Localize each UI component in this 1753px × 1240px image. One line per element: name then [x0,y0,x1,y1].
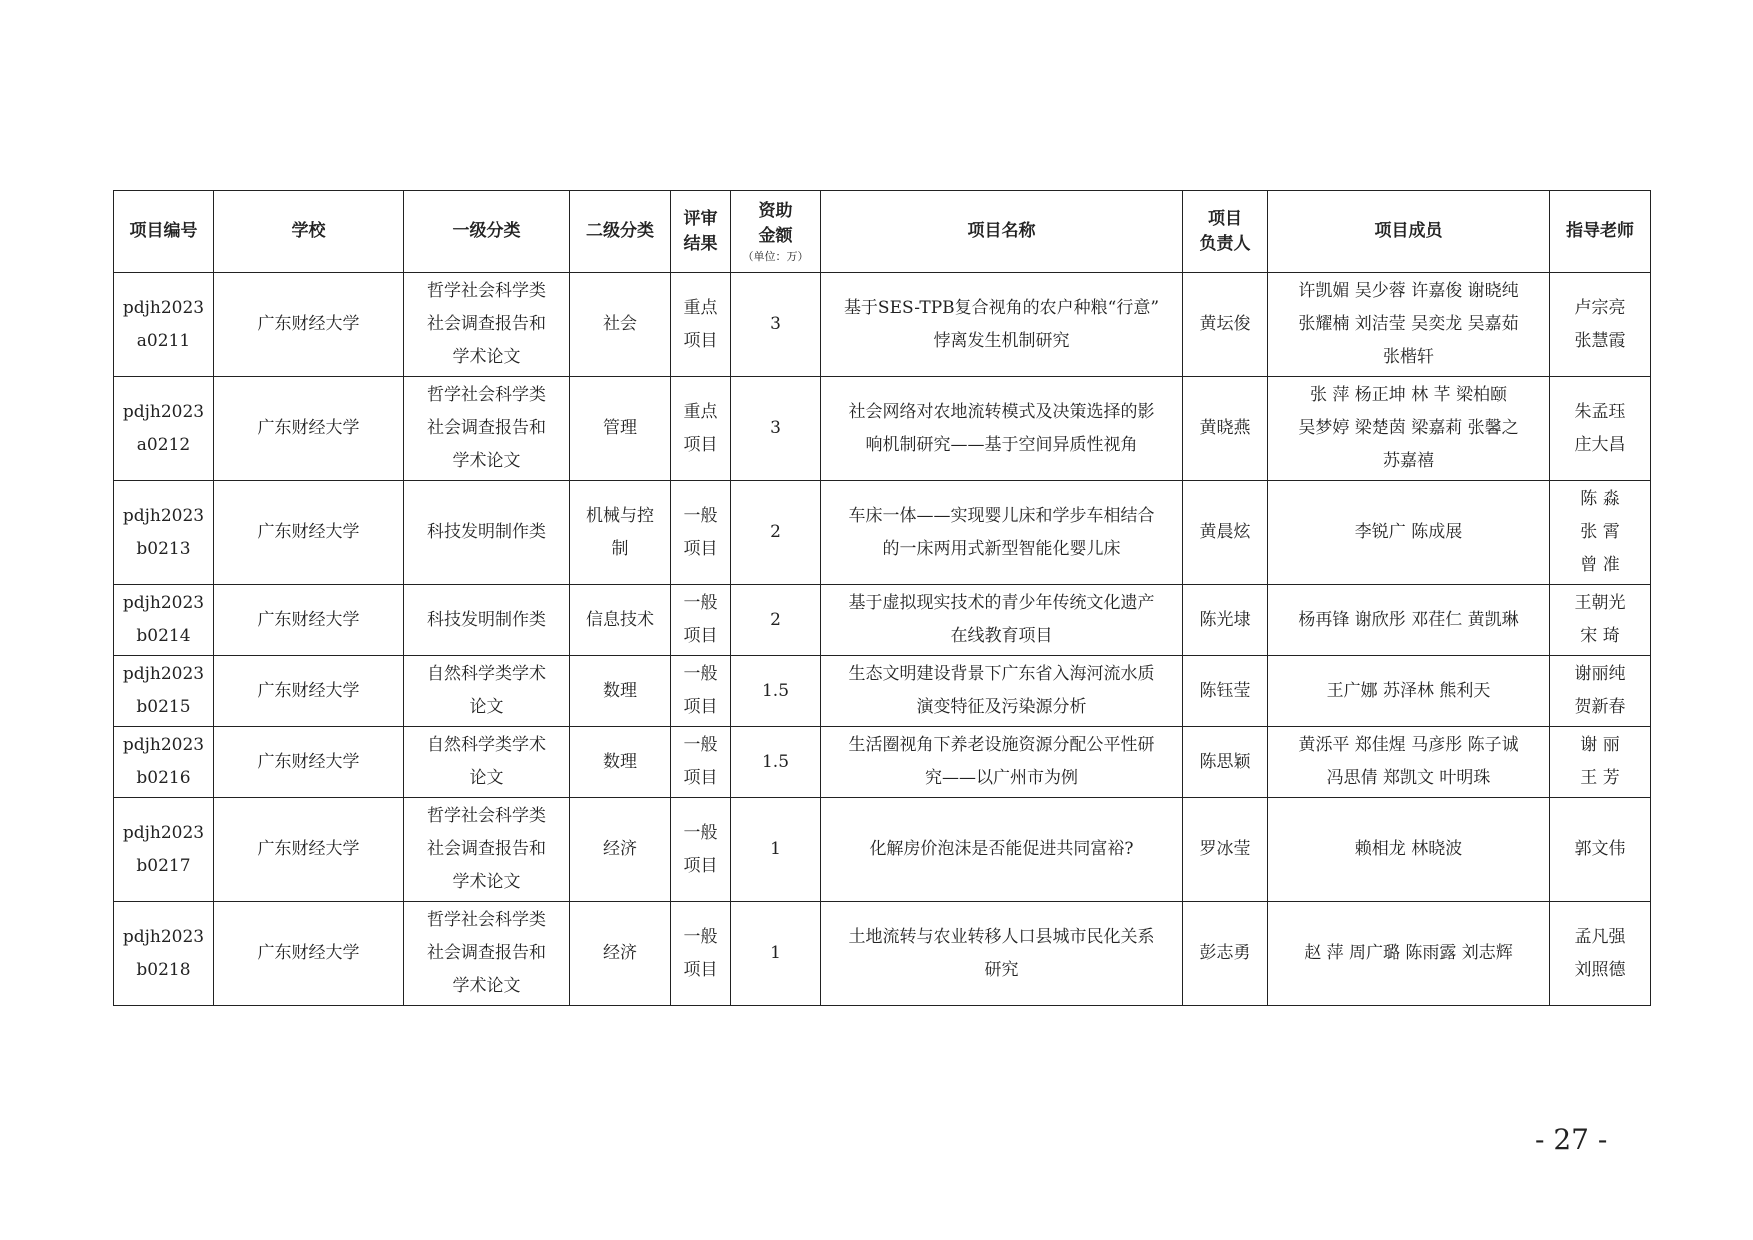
page-number: - 27 - [1535,1123,1608,1156]
cell-school: 广东财经大学 [214,481,404,585]
project-table [113,190,1651,1006]
cell-level1-line: 论文 [469,697,504,717]
cell-level1 [404,377,570,481]
cell-advisor [1550,656,1651,727]
cell-level1-line: 自然科学类学术 [427,735,546,755]
cell-leader: 罗冰莹 [1183,798,1268,902]
cell-code-line: b0217 [136,855,191,876]
cell-school: 广东财经大学 [214,656,404,727]
table-row [114,656,1651,727]
cell-advisor-line: 卢宗亮 [1574,297,1626,318]
cell-leader: 黄晓燕 [1183,377,1268,481]
cell-code-line: pdjh2023 [122,401,205,422]
cell-level1-line: 哲学社会科学类 [427,385,546,405]
cell-level2 [570,727,671,798]
cell-result [671,273,731,377]
cell-advisor [1550,481,1651,585]
cell-amount: 3 [731,377,821,481]
cell-name-line: 研究 [984,959,1019,980]
cell-result-line: 一般 [683,505,718,526]
cell-level1-line: 科技发明制作类 [427,609,546,630]
cell-name-line: 车床一体——实现婴儿床和学步车相结合 [848,505,1155,526]
cell-name-line: 生态文明建设背景下广东省入海河流水质 [848,664,1155,684]
cell-advisor-line: 陈 淼 [1580,489,1620,509]
cell-advisor [1550,273,1651,377]
cell-level1 [404,273,570,377]
header-members: 项目成员 [1268,191,1550,273]
cell-code [114,481,214,585]
cell-level1-line: 学术论文 [452,451,521,471]
header-amount-line1: 资助 [758,200,793,221]
cell-level1 [404,656,570,727]
cell-result-line: 一般 [683,926,718,947]
cell-name-line: 响机制研究——基于空间异质性视角 [865,434,1138,455]
cell-level2-line: 经济 [603,943,637,963]
cell-members [1268,902,1550,1006]
cell-code-line: pdjh2023 [122,822,205,843]
cell-advisor [1550,727,1651,798]
cell-school: 广东财经大学 [214,273,404,377]
cell-level2 [570,585,671,656]
cell-level1-line: 自然科学类学术 [427,664,546,684]
cell-code-line: a0211 [136,330,191,351]
table-row [114,798,1651,902]
cell-advisor-line: 庄大昌 [1574,434,1626,455]
cell-result-line: 一般 [683,735,718,755]
cell-code [114,798,214,902]
cell-name [821,798,1183,902]
header-name: 项目名称 [821,191,1183,273]
cell-name-line: 在线教育项目 [950,626,1053,646]
cell-name-line: 演变特征及污染源分析 [916,697,1087,717]
table-row [114,727,1651,798]
cell-school: 广东财经大学 [214,902,404,1006]
cell-level2 [570,656,671,727]
cell-amount: 1 [731,902,821,1006]
cell-code-line: pdjh2023 [122,505,205,526]
header-level1: 一级分类 [404,191,570,273]
cell-advisor-line: 谢 丽 [1580,735,1620,755]
cell-result-line: 项目 [683,855,718,876]
cell-result [671,585,731,656]
cell-result [671,656,731,727]
cell-code [114,377,214,481]
cell-advisor-line: 郭文伟 [1574,839,1626,859]
header-result [671,191,731,273]
cell-advisor-line: 贺新春 [1574,697,1626,717]
cell-name [821,902,1183,1006]
cell-school: 广东财经大学 [214,727,404,798]
cell-level2 [570,798,671,902]
cell-result-line: 项目 [683,768,718,788]
cell-code [114,273,214,377]
cell-members-line: 冯思倩 郑凯文 叶明珠 [1326,768,1491,788]
cell-level1-line: 哲学社会科学类 [427,910,546,930]
cell-advisor-line: 孟凡强 [1574,926,1626,947]
cell-level2-line: 信息技术 [586,609,654,630]
cell-members [1268,798,1550,902]
cell-members-line: 许凯媚 吴少蓉 许嘉俊 谢晓纯 [1298,281,1519,301]
header-advisor: 指导老师 [1550,191,1651,273]
cell-members-line: 赵 萍 周广璐 陈雨露 刘志辉 [1304,943,1513,963]
header-leader-line2: 负责人 [1199,233,1251,254]
cell-leader: 陈光埭 [1183,585,1268,656]
cell-amount: 3 [731,273,821,377]
cell-level1 [404,585,570,656]
cell-level1-line: 论文 [469,768,504,788]
cell-code [114,656,214,727]
cell-amount: 1 [731,798,821,902]
cell-advisor-line: 刘照德 [1574,959,1626,980]
cell-code-line: pdjh2023 [122,735,205,755]
cell-code-line: b0216 [136,768,191,788]
cell-members-line: 吴梦婷 梁楚茵 梁嘉莉 张馨之 [1298,418,1519,438]
cell-advisor-line: 王朝光 [1574,593,1626,613]
header-amount [731,191,821,273]
cell-result [671,902,731,1006]
table-row [114,377,1651,481]
cell-name-line: 悖离发生机制研究 [933,330,1070,351]
cell-members [1268,377,1550,481]
cell-members-line: 李锐广 陈成展 [1354,522,1463,542]
cell-leader: 陈思颖 [1183,727,1268,798]
cell-level2 [570,377,671,481]
cell-result-line: 项目 [683,959,718,980]
cell-amount: 2 [731,481,821,585]
cell-level1-line: 科技发明制作类 [427,522,546,542]
cell-advisor [1550,377,1651,481]
cell-level1-line: 社会调查报告和 [427,839,546,859]
cell-name [821,656,1183,727]
cell-code [114,585,214,656]
cell-members [1268,585,1550,656]
cell-code [114,727,214,798]
cell-level1 [404,727,570,798]
cell-result-line: 项目 [683,626,718,646]
table-row [114,273,1651,377]
cell-result-line: 项目 [683,538,718,559]
header-result-line2: 结果 [683,233,718,254]
cell-code-line: pdjh2023 [122,297,205,318]
cell-advisor-line: 朱孟珏 [1574,401,1626,422]
cell-advisor-line: 张慧霞 [1574,330,1626,351]
header-amount-line2: 金额 [758,225,793,246]
cell-advisor-line: 张 霄 [1580,522,1620,542]
cell-name [821,585,1183,656]
cell-level1-line: 学术论文 [452,347,521,367]
cell-name-line: 究——以广州市为例 [925,768,1078,788]
header-level2: 二级分类 [570,191,671,273]
cell-level2 [570,902,671,1006]
header-code: 项目编号 [114,191,214,273]
cell-leader: 黄坛俊 [1183,273,1268,377]
cell-name [821,377,1183,481]
cell-school: 广东财经大学 [214,377,404,481]
cell-advisor [1550,798,1651,902]
header-school: 学校 [214,191,404,273]
cell-advisor-line: 宋 琦 [1580,626,1620,646]
cell-level1-line: 学术论文 [452,872,521,892]
cell-advisor-line: 曾 准 [1580,555,1620,575]
cell-level1-line: 哲学社会科学类 [427,281,546,301]
cell-name-line: 基于虚拟现实技术的青少年传统文化遗产 [848,593,1155,613]
cell-level2-line: 制 [611,538,629,559]
cell-advisor [1550,902,1651,1006]
cell-code-line: pdjh2023 [122,664,205,684]
cell-level1 [404,481,570,585]
cell-code-line: pdjh2023 [122,593,205,613]
cell-level2-line: 数理 [603,751,637,772]
cell-members [1268,273,1550,377]
cell-school: 广东财经大学 [214,798,404,902]
cell-result [671,798,731,902]
cell-name-line: 生活圈视角下养老设施资源分配公平性研 [848,735,1155,755]
cell-code [114,902,214,1006]
cell-members-line: 张耀楠 刘洁莹 吴奕龙 吴嘉茹 [1298,314,1519,334]
cell-code-line: b0213 [136,538,191,559]
cell-level1-line: 社会调查报告和 [427,943,546,963]
cell-level1-line: 哲学社会科学类 [427,806,546,826]
cell-level2-line: 社会 [603,314,637,334]
table-row [114,585,1651,656]
cell-name-line: 社会网络对农地流转模式及决策选择的影 [848,401,1155,422]
header-leader [1183,191,1268,273]
cell-leader: 彭志勇 [1183,902,1268,1006]
cell-level2-line: 机械与控 [586,505,654,526]
cell-members-line: 张楷轩 [1383,347,1434,367]
cell-amount: 1.5 [731,727,821,798]
cell-level1-line: 学术论文 [452,976,521,996]
cell-level2-line: 管理 [603,418,637,438]
cell-amount: 2 [731,585,821,656]
cell-leader: 黄晨炫 [1183,481,1268,585]
cell-school: 广东财经大学 [214,585,404,656]
cell-members-line: 赖相龙 林晓波 [1354,839,1463,859]
cell-result [671,481,731,585]
cell-level2-line: 数理 [603,680,637,701]
cell-members-line: 张 萍 杨正坤 林 芊 梁柏颐 [1309,385,1508,405]
cell-code-line: b0218 [136,959,191,980]
cell-members [1268,656,1550,727]
cell-result-line: 一般 [683,664,718,684]
cell-name [821,273,1183,377]
cell-result-line: 项目 [683,330,718,351]
cell-result [671,377,731,481]
cell-level1-line: 社会调查报告和 [427,418,546,438]
cell-members-line: 黄泺平 郑佳煋 马彦彤 陈子诚 [1298,735,1519,755]
cell-members [1268,481,1550,585]
cell-result-line: 重点 [683,297,718,318]
table-body [114,273,1651,1006]
cell-result-line: 项目 [683,434,718,455]
header-leader-line1: 项目 [1208,208,1242,229]
cell-result [671,727,731,798]
cell-advisor-line: 王 芳 [1580,768,1620,788]
cell-code-line: b0215 [136,697,191,717]
cell-name-line: 基于SES-TPB复合视角的农户种粮“行意” [843,297,1160,318]
cell-result-line: 一般 [683,593,718,613]
cell-level1 [404,902,570,1006]
cell-code-line: a0212 [136,434,191,455]
cell-level2 [570,481,671,585]
cell-level1 [404,798,570,902]
cell-level2-line: 经济 [603,839,637,859]
cell-amount: 1.5 [731,656,821,727]
cell-advisor-line: 谢丽纯 [1574,664,1626,684]
cell-members-line: 杨再锋 谢欣彤 邓荏仁 黄凯琳 [1298,609,1519,630]
cell-code-line: b0214 [136,626,191,646]
cell-result-line: 一般 [683,822,718,843]
cell-members-line: 苏嘉禧 [1383,451,1434,471]
cell-members [1268,727,1550,798]
header-amount-unit: （单位：万） [742,249,809,263]
cell-advisor [1550,585,1651,656]
cell-level2 [570,273,671,377]
header-result-line1: 评审 [683,208,718,229]
cell-name-line: 化解房价泡沫是否能促进共同富裕? [869,839,1134,859]
cell-name [821,727,1183,798]
header-row [114,191,1651,273]
cell-result-line: 重点 [683,401,718,422]
cell-name-line: 的一床两用式新型智能化婴儿床 [882,538,1121,559]
cell-members-line: 王广娜 苏泽林 熊利天 [1326,680,1491,701]
cell-level1-line: 社会调查报告和 [427,314,546,334]
table-row [114,902,1651,1006]
cell-leader: 陈钰莹 [1183,656,1268,727]
cell-result-line: 项目 [683,697,718,717]
cell-name-line: 土地流转与农业转移人口县城市民化关系 [848,926,1155,947]
cell-code-line: pdjh2023 [122,926,205,947]
table-row [114,481,1651,585]
cell-name [821,481,1183,585]
